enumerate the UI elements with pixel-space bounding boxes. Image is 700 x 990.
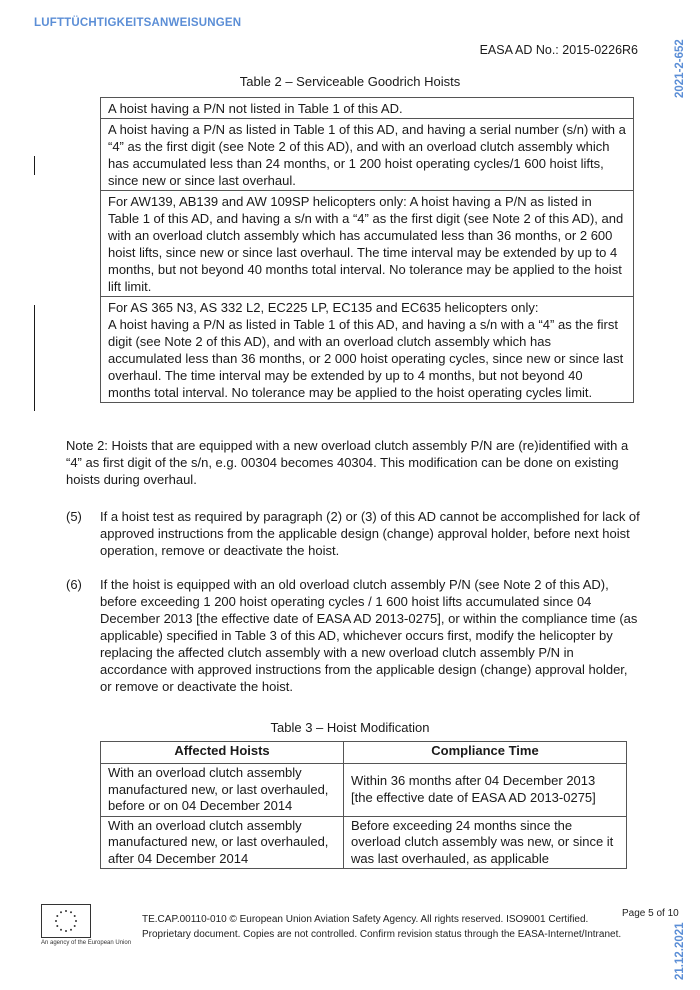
table3-caption: Table 3 – Hoist Modification: [270, 720, 430, 735]
eu-stars-icon: [42, 905, 90, 937]
table-cell: Within 36 months after 04 December 2013 [the effective date of EASA AD 2013-0275]: [344, 764, 627, 817]
stamp-title: LUFTTÜCHTIGKEITSANWEISUNGEN: [34, 17, 242, 29]
paragraph-text: If a hoist test as required by paragraph (2) or (3) of this AD cannot be accomplished for lack of approved instructions from the applicable design (change) approval holder, before next hoist operation, remove or deactivate the hoist.: [100, 509, 640, 558]
footer-line: Proprietary document. Copies are not controlled. Confirm revision status through the EASA-Internet/Intranet.: [142, 929, 622, 940]
table-row: [101, 297, 634, 403]
footer-text: [142, 912, 621, 942]
footer-line: TE.CAP.00110-010 © European Union Aviation Safety Agency. All rights reserved. ISO9001 Certified.: [142, 914, 589, 925]
eu-flag-logo: [41, 904, 91, 938]
side-stamp-number: 2021-2-652: [674, 39, 686, 98]
table-row: [101, 191, 634, 297]
page-number: Page 5 of 10: [622, 908, 679, 919]
change-bar: [34, 156, 35, 175]
side-stamp-date: 21.12.2021: [674, 922, 686, 980]
table-row: [101, 764, 627, 817]
table-row: [101, 816, 627, 869]
paragraph-number: (5): [66, 509, 82, 524]
paragraph-number: (6): [66, 577, 82, 592]
ad-number: EASA AD No.: 2015-0226R6: [479, 43, 638, 57]
table-row: [101, 98, 634, 119]
table2-caption: Table 2 – Serviceable Goodrich Hoists: [239, 74, 461, 89]
table-cell: Before exceeding 24 months since the overload clutch assembly was new, or since it was last overhauled, as applicable: [344, 816, 627, 869]
table-cell: [101, 297, 634, 403]
table-cell: With an overload clutch assembly manufactured new, or last overhauled, before or on 04 December 2014: [101, 764, 344, 817]
table-cell: With an overload clutch assembly manufactured new, or last overhauled, after 04 December 2014: [101, 816, 344, 869]
cell-body: A hoist having a P/N as listed in Table 1 of this AD, and having a s/n with a “4” as the first digit (see Note 2 of this AD), and with an overload clutch assembly which has accumulated less than 36 months, or 2 000 hoist operating cycles, since new or since last overhaul. The time interval may be extended by up to 4 months, but not beyond 40 months total interval. No tolerance may be applied to the hoist operating cycles limit.: [108, 317, 624, 400]
table-cell: A hoist having a P/N as listed in Table 1 of this AD, and having a serial number (s/n) with a “4” as the first digit (see Note 2 of this AD), and with an overload clutch assembly which has accumulated less than 24 months, or 1 200 hoist operating cycles/1 600 hoist lifts, since new or since last overhaul.: [101, 119, 634, 191]
serviceable-hoists-table: [100, 97, 634, 403]
paragraph-text: If the hoist is equipped with an old overload clutch assembly P/N (see Note 2 of this AD), before exceeding 1 200 hoist operating cycles / 1 600 hoist lifts accumulated since 04 December 2013 [the effective date of EASA AD 2013-0275], or within the compliance time (as applicable) specified in Table 3 of this AD, whichever occurs first, modify the helicopter by replacing the affected clutch assembly with a new overload clutch assembly P/N in accordance with approved instructions from the applicable design (change) approval holder, or remove or deactivate the hoist.: [100, 577, 638, 694]
column-header: Affected Hoists: [101, 742, 344, 764]
table-header-row: [101, 742, 627, 764]
change-bar: [34, 305, 35, 411]
table-cell: For AW139, AB139 and AW 109SP helicopters only: A hoist having a P/N as listed in Table 1 of this AD, and having a s/n with a “4” as the first digit (see Note 2 of this AD), and with an overload clutch assembly which has accumulated less than 36 months, or 2 600 hoist lifts, since new or since last overhaul. The time interval may be extended by up to 4 months, but not beyond 40 months total interval. No tolerance may be applied to the hoist lift limit.: [101, 191, 634, 297]
hoist-modification-table: [100, 741, 627, 869]
cell-heading: For AS 365 N3, AS 332 L2, EC225 LP, EC135 and EC635 helicopters only:: [108, 300, 539, 315]
column-header: Compliance Time: [344, 742, 627, 764]
table-cell: A hoist having a P/N not listed in Table 1 of this AD.: [101, 98, 634, 119]
table-row: [101, 119, 634, 191]
note-2: Note 2: Hoists that are equipped with a new overload clutch assembly P/N are (re)identified with a “4” as first digit of the s/n, e.g. 00304 becomes 40304. This modification can be done on existing hoists during overhaul.: [66, 438, 629, 487]
eu-agency-caption: An agency of the European Union: [41, 940, 132, 946]
